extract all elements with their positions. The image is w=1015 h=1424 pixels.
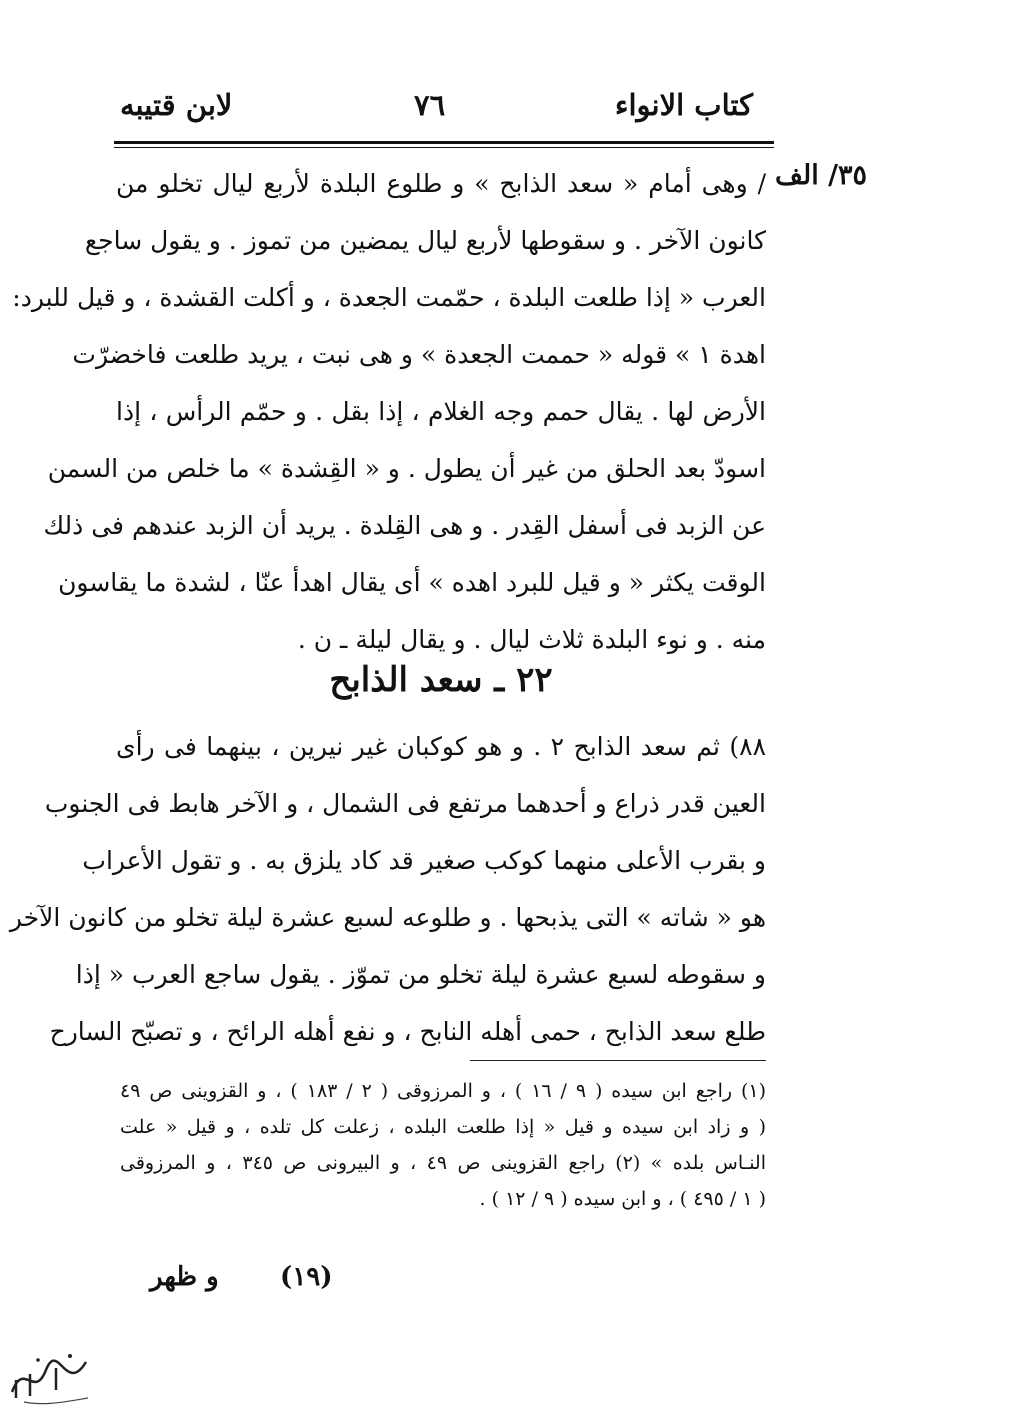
text-line: و بقرب الأعلى منهما كوكب صغير قد كاد يلزق به . و تقول الأعراب (82, 846, 766, 875)
library-stamp-logo (4, 1340, 94, 1410)
author-name: لابن قتيبه (120, 88, 233, 122)
header-rule-thin (114, 147, 774, 148)
text-line: الأرض لها . يقال حمم وجه الغلام ، إذا بقل . و حمّم الرأس ، إذا (116, 397, 766, 426)
book-title: كتاب الانواء (614, 88, 753, 122)
text-line: كانون الآخر . و سقوطها لأربع ليال يمضين من تموز . و يقول ساجع (84, 226, 766, 255)
text-line: منه . و نوء البلدة ثلاث ليال . و يقال ليلة ـ ن . (297, 625, 766, 654)
section-heading: ٢٢ ـ سعد الذابح (329, 660, 553, 700)
signature-number: (١٩) (280, 1262, 333, 1292)
text-line: و سقوطه لسبع عشرة ليلة تخلو من تموّز . يقول ساجع العرب « إذا (75, 960, 766, 989)
text-line: هو « شاته » التى يذبحها . و طلوعه لسبع عشرة ليلة تخلو من كانون الآخر (9, 903, 766, 932)
footnotes (120, 1073, 766, 1217)
text-line: طلع سعد الذابح ، حمى أهله النابح ، و نفع أهله الرائح ، و تصبّح السارح (49, 1017, 766, 1046)
footnote-rule (470, 1060, 766, 1061)
text-line: العرب « إذا طلعت البلدة ، حمّمت الجعدة ، و أكلت القشدة ، و قيل للبرد: (12, 283, 766, 312)
footnote-line: النـاس بلده » (٢) راجع القزوينى ص ٤٩ ، و البيرونى ص ٣٤٥ ، و المرزوقى (120, 1152, 766, 1174)
footnote-line: (١) راجع ابن سيده ( ٩ / ١٦ ) ، و المرزوقى ( ٢ / ١٨٣ ) ، و القزوينى ص ٤٩ (120, 1080, 767, 1102)
text-line: اهدة ١ » قوله « حممت الجعدة » و هى نبت ، يريد طلعت فاخضرّت (72, 340, 766, 369)
text-line: الوقت يكثر « و قيل للبرد اهده » أى يقال اهدأ عنّا ، لشدة ما يقاسون (58, 568, 766, 597)
text-line: عن الزبد فى أسفل القِدر . و هى القِلدة . يريد أن الزبد عندهم فى ذلك (43, 511, 766, 540)
paragraph-2 (9, 718, 766, 1060)
header-rule (114, 141, 774, 144)
page-number: ٧٦ (414, 88, 446, 122)
footnote-line: ( و زاد ابن سيده و قيل « إذا طلعت البلده ، زعلت كل تلده ، و قيل « علت (120, 1116, 766, 1138)
text-line: / وهى أمام « سعد الذابح » و طلوع البلدة لأربع ليال تخلو من (116, 169, 766, 198)
footnote-line: ( ١ / ٤٩٥ ) ، و ابن سيده ( ٩ / ١٢ ) . (479, 1188, 766, 1210)
folio-margin-note: ٣٥/ الف (775, 160, 867, 191)
catchword: و ظهر (150, 1262, 219, 1292)
paragraph-1 (12, 155, 766, 668)
text-line: اسودّ بعد الحلق من غير أن يطول . و « القِشدة » ما خلص من السمن (47, 454, 766, 483)
text-line: ٨٨) ثم سعد الذابح ٢ . و هو كوكبان غير نيرين ، بينهما فى رأى (116, 732, 766, 761)
text-line: العين قدر ذراع و أحدهما مرتفع فى الشمال ، و الآخر هابط فى الجنوب (44, 789, 766, 818)
